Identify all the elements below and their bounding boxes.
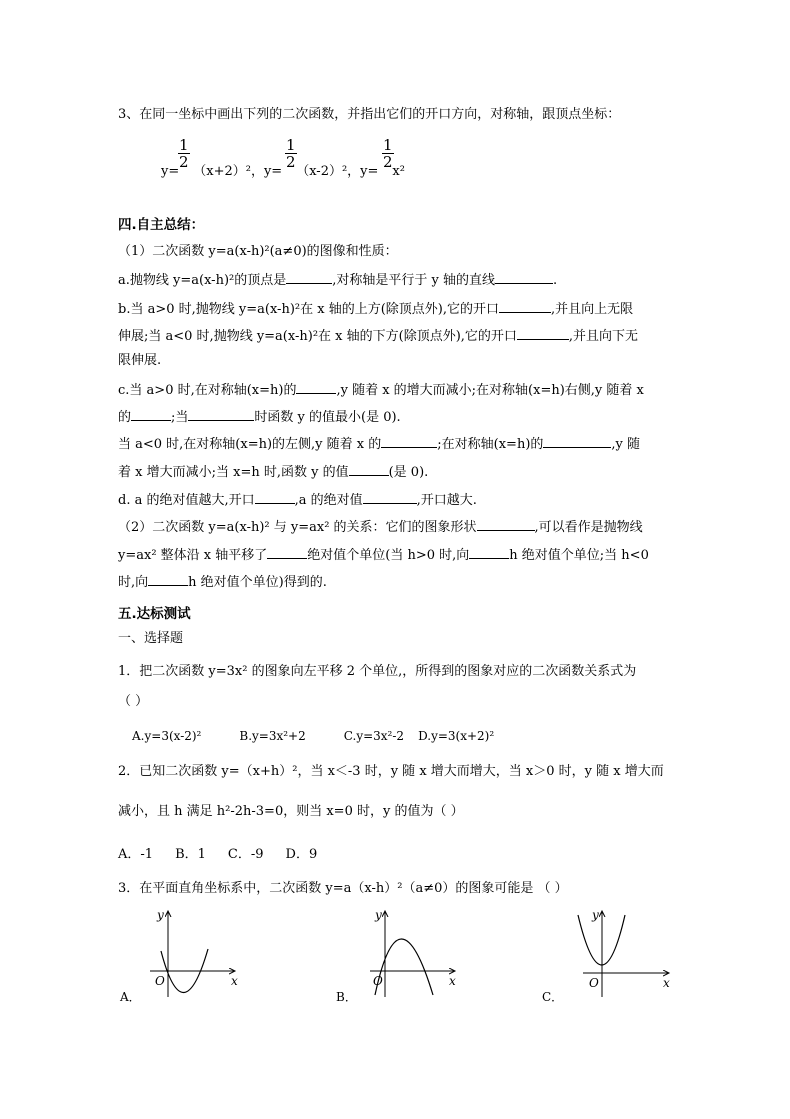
summary-d: d. a 的绝对值越大,开口 ,a 的绝对值 ,开口越大. [118,490,477,510]
q1-line2: （ ） [118,694,149,709]
summary-p2-line2: y=ax² 整体沿 x 轴平移了 绝对值个单位(当 h>0 时,向 h 绝对值个单位;当 h<0 [118,545,649,565]
q2-options [118,846,317,864]
q1-option-c[interactable]: C.y=3x²-2 [343,729,405,743]
graph-b-label: B． [336,990,357,1004]
fraction-2: $\frac{1}{2}$ [286,136,296,171]
summary-b-line3: 限伸展. [118,353,162,368]
summary-p2-line3: 时,向 h 绝对值个单位)得到的. [118,572,327,592]
q3-line: 3．在平面直角坐标系中，二次函数 y=a（x-h）²（a≠0）的图象可能是 （ ） [118,881,568,896]
fraction-3: $\frac{1}{2}$ [383,136,393,171]
q2-line1: 2．已知二次函数 y=（x+h）²，当 x＜-3 时，y 随 x 增大而增大，当 x＞0 时，y 随 x 增大而 [118,764,664,779]
fraction-1: $\frac{1}{2}$ [179,136,189,171]
q1-option-d[interactable]: D.y=3(x+2)² [418,729,495,743]
summary-p2-line1: （2）二次函数 y=a(x-h)² 与 y=ax² 的关系：它们的图象形状 ,可以看作是抛物线 [118,517,643,537]
q2-option-a[interactable]: A．-1 [118,847,154,862]
graph-c[interactable] [575,905,675,1000]
summary-b-line2: 伸展;当 a<0 时,抛物线 y=a(x-h)²在 x 轴的下方(除顶点外),它的开口 ,并且向下无 [118,326,638,346]
graph-b[interactable] [365,905,465,1000]
q1-option-b[interactable]: B.y=3x²+2 [239,729,306,743]
q3-functions [161,163,405,181]
section-heading-test: 五.达标测试 [118,606,191,622]
q1-options [132,727,494,745]
y-label: y [157,908,164,922]
summary-c-line2: 的 ;当 时函数 y 的值最小(是 0). [118,407,401,427]
summary-c-line1: c.当 a>0 时,在对称轴(x=h)的 ,y 随着 x 的增大而减小;在对称轴(x=h)右侧,y 随着 x [118,380,644,400]
q2-line2: 减小，且 h 满足 h²-2h-3=0，则当 x=0 时，y 的值为（ ） [118,804,464,819]
q3-intro-text: 3、在同一坐标中画出下列的二次函数，并指出它们的开口方向，对称轴，跟顶点坐标： [118,107,621,122]
graph-c-label: C． [542,990,564,1004]
summary-c-line4: 着 x 增大而减小;当 x=h 时,函数 y 的值 (是 0). [118,462,428,482]
x-label: x [663,976,670,990]
q2-option-d[interactable]: D．9 [285,847,318,862]
summary-b-line1: b.当 a>0 时,抛物线 y=a(x-h)²在 x 轴的上方(除顶点外),它的开口 ,并且向上无限 [118,299,633,319]
origin-label: O [589,976,599,990]
section-heading-summary: 四.自主总结： [118,217,205,233]
function-1: （x+2）²，y= [193,164,283,179]
graph-a-label: A． [120,990,141,1004]
summary-c-line3: 当 a<0 时,在对称轴(x=h)的左侧,y 随着 x 的 ;在对称轴(x=h)的 ,y 随 [118,434,640,454]
test-subheading: 一、选择题 [118,631,184,646]
summary-p1: （1）二次函数 y=a(x-h)²(a≠0)的图像和性质： [118,244,398,259]
function-2: （x-2）²，y= [296,164,379,179]
parabola-curve [375,939,433,995]
summary-a: a.抛物线 y=a(x-h)²的顶点是 ,对称轴是平行于 y 轴的直线 . [118,270,557,290]
origin-label: O [155,974,165,988]
q2-option-b[interactable]: B．1 [175,847,206,862]
y-label: y [375,908,382,922]
q2-option-c[interactable]: C．-9 [227,847,264,862]
function-3: x² [392,164,405,179]
q1-option-a[interactable]: A.y=3(x-2)² [132,729,202,743]
x-label: x [449,974,456,988]
x-label: x [231,974,238,988]
origin-label: O [373,974,383,988]
y-equals: y= [161,164,180,179]
y-label: y [592,908,599,922]
graph-a[interactable] [145,905,245,1000]
q1-line1: 1．把二次函数 y=3x² 的图象向左平移 2 个单位,，所得到的图象对应的二次函数关系式为 [118,664,637,679]
